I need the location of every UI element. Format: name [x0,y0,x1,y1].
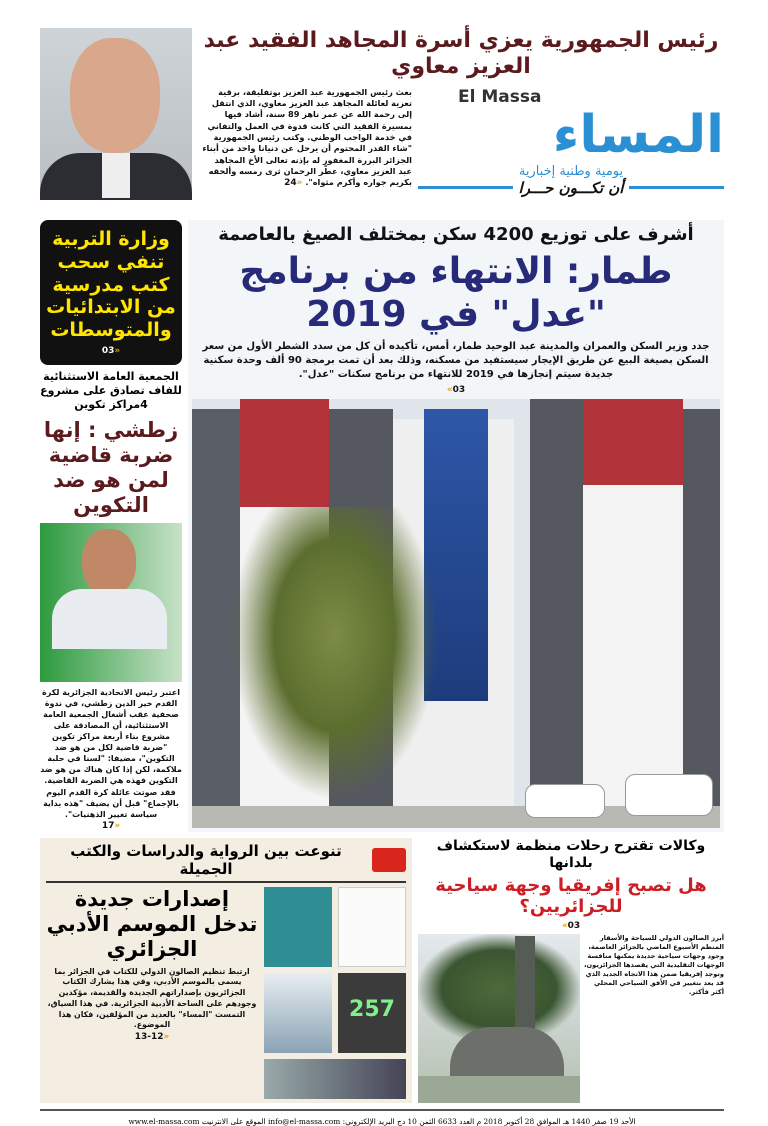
page-ref[interactable]: «03 [446,385,466,396]
masthead-logo[interactable] [418,87,724,197]
culture-body: ارتبط تنظيم الصالون الدولي للكتاب في الجزائر بما يسمى بالموسم الأدبي، وفي هذا يشارك الكتاب الجزائريون بإصداراتهم الجديدة والقديمة، مؤكدين وجودهم على الساحة الأدبية الجزائرية. في هذا السياق، التمست "المساء" بالعديد من المؤلفين، فكان هذا الموضوع. «13-12 [47,966,257,1043]
logo-arabic: المساء [552,104,724,165]
page-ref[interactable]: «03 [561,920,581,931]
page-ref[interactable]: «24 [284,178,303,189]
book-cover-257: 257 [338,973,406,1053]
culture-section [40,838,412,1103]
footer-info: الأحد 19 صفر 1440 هـ الموافق 28 أكتوبر 2018 م العدد 6633 الثمن 10 دج البريد الإلكتروني: info@el-massa.com الموقع على الانترنيت www.el-massa.com [128,1117,636,1126]
page-ref[interactable]: «03 [101,345,121,356]
page-ref[interactable]: «13-12 [134,1032,170,1043]
sport-body: اعتبر رئيس الاتحادية الجزائرية لكرة القدم خير الدين زطشي، في ندوة صحفية عقب أشغال الجمعية العامة الاستثنائية، أن المصادقة على مشروع بناء أربعة مراكز تكوين "ضربة قاضية لكل من هو ضد التكوين"، مضيفا: "لسنا في حلبة ملاكمة، لكن إذا كان هناك من هو ضد التكوين فهذه هي الضربة القاضية. فقد صوتت عائلة كرة القدم اليوم بالإجماع" قبل أن يضيف "هذه بداية سياسة تغيير الذهنيات". «17 [40,688,182,831]
zetchi-photo [40,523,182,682]
book-cover [338,887,406,967]
culture-kicker: تنوعت بين الرواية والدراسات والكتب الجميلة [70,842,342,878]
culture-badge-icon [372,848,406,872]
sport-kicker: الجمعية العامة الاستثنائية للفاف تصادق على مشروع 4مراكز تكوين [40,369,182,412]
tourism-headline[interactable]: هل تصبح إفريقيا وجهة سياحية للجزائريين؟ [435,874,707,918]
logo-slogan: أن تكـــون حـــرا [518,178,624,197]
top-headline[interactable]: رئيس الجمهورية يعزي أسرة المجاهد الفقيد عبد العزيز معاوي [203,28,719,80]
main-headline[interactable]: طمار: الانتهاء من برنامج "عدل" في 2019 [239,250,673,335]
tourism-body: أبرز الصالون الدولي للسياحة والأسفار المنظم الأسبوع الماضي بالجزائر العاصمة، وجود وجهات سياحية جديدة يمكنها منافسة الوجهات التقليدية التي يقصدها الجزائريون، وتوجد إفريقيا ضمن هذا الاتجاه الجديد الذي قد يعد بتغيير في الأفق السياحي المحلي أكثر فأكثر. [584,933,724,997]
tourism-kicker: وكالات تقترح رحلات منظمة لاستكشاف بلدانها [436,838,706,871]
culture-headline[interactable]: إصدارات جديدة تدخل الموسم الأدبي الجزائري [46,887,258,962]
africa-photo [418,934,580,1103]
top-story-body: بعث رئيس الجمهورية عبد العزيز بوتفليقة، برقية تعزية لعائلة المجاهد عبد العزيز معاوي، الذي انتقل إلى رحمة الله عن عمر ناهز 89 سنة، أشاد فيها بمسيرة الفقيد التي كانت قدوة في العمل والتفاني في خدمة الواجب الوطني. وكتب رئيس الجمهورية "شاء القدر المحتوم أن يرحل عن دنيانا واحد من أبناء الجزائر البررة المغفور له بإذنه تعالى الأخ المجاهد عبد العزيز معاوي، عطّر الرحمان ثرى رمسه وألحقه بكريم جواره وأكرم مثواه". «24 [202,86,412,189]
footer-divider [40,1109,724,1111]
logo-latin: El Massa [458,86,542,107]
main-kicker: أشرف على توزيع 4200 سكن بمختلف الصيغ بالعاصمة [218,224,694,245]
sport-headline[interactable]: زطشي : إنها ضربة قاضية لمن هو ضد التكوين [43,417,179,518]
education-box[interactable] [40,220,182,365]
main-body: جدد وزير السكن والعمران والمدينة عبد الوحيد طمار، أمس، تأكيده أن كل من سدد الشطر الأول من سعر السكن بصيغة البيع عن طريق الإيجار سيستفيد من مسكنه، وذلك بعد أن تمت برمجة 90 ألف وحدة سكنية جديدة سيتم إنجازها في 2019 للانتهاء من برنامج سكنات "عدل". [202,340,710,380]
bouteflika-portrait [40,28,192,200]
book-cover [264,973,332,1053]
page-ref[interactable]: «17 [101,820,121,831]
book-cover [264,887,332,967]
housing-photo [192,399,720,828]
logo-subtitle: يومية وطنية إخبارية [518,163,624,179]
book-cover [264,1059,406,1099]
education-headline: وزارة التربية تنفي سحب كتب مدرسية من الابتدائيات والمتوسطات [46,228,176,342]
